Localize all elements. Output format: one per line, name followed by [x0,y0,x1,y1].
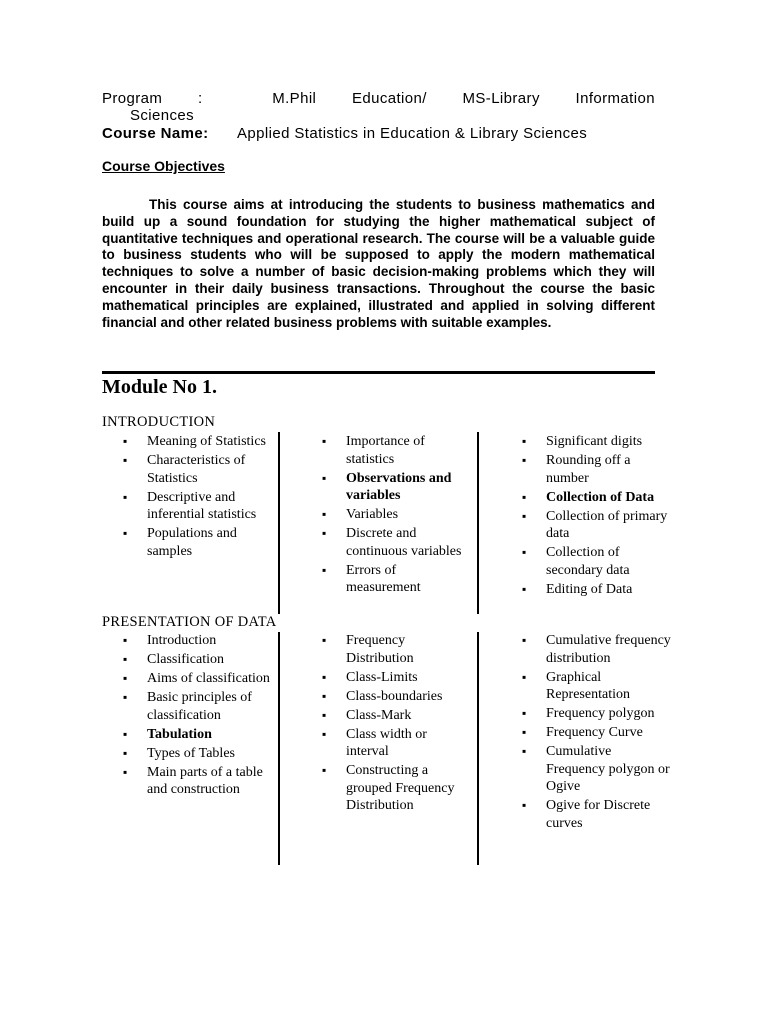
list-item: ▪ Frequency Distribution [322,632,472,667]
list-item: ▪ Frequency Curve [522,724,672,742]
list-item: ▪ Collection of primary data [522,508,672,543]
list-item: ▪ Classification [123,651,273,669]
course-name-label: Course Name: [102,125,209,142]
list-item: ▪ Descriptive and inferential statistics [123,489,273,524]
list-item: ▪ Class-boundaries [322,688,472,706]
program-word: Information [575,90,655,107]
list-item: ▪ Cumulative Frequency polygon or Ogive [522,743,672,796]
program-colon: : [197,90,203,107]
program-word: M.Phil [272,90,317,107]
list-item: ▪ Tabulation [123,726,273,744]
column-divider [477,632,479,865]
list-item: ▪ Characteristics of Statistics [123,452,273,487]
list-item: ▪ Main parts of a table and construction [123,764,273,799]
column-divider [278,432,280,614]
section-heading-presentation: PRESENTATION OF DATA [102,614,277,630]
list-item: ▪ Aims of classification [123,670,273,688]
list-item: ▪ Observations and variables [322,470,472,505]
program-line [102,90,655,107]
objectives-heading: Course Objectives [102,158,225,174]
program-word: MS-Library [462,90,540,107]
list-item: ▪ Significant digits [522,433,672,451]
list-item: ▪ Cumulative frequency distribution [522,632,672,667]
intro-column-1 [123,433,273,562]
program-word: Education/ [351,90,427,107]
list-item: ▪ Collection of secondary data [522,544,672,579]
list-item: ▪ Ogive for Discrete curves [522,797,672,832]
program-label: Program [102,90,163,107]
list-item: ▪ Errors of measurement [322,562,472,597]
list-item: ▪ Meaning of Statistics [123,433,273,451]
list-item: ▪ Class-Mark [322,707,472,725]
list-item: ▪ Types of Tables [123,745,273,763]
list-item: ▪ Discrete and continuous variables [322,525,472,560]
presentation-column-2 [322,632,472,816]
course-name-value: Applied Statistics in Education & Library Sciences [237,125,588,142]
course-name-line [102,125,587,142]
intro-column-2 [322,433,472,598]
list-item: ▪ Basic principles of classification [123,689,273,724]
presentation-column-3 [522,632,672,834]
list-item: ▪ Class-Limits [322,669,472,687]
section-heading-introduction: INTRODUCTION [102,414,216,430]
module-title: Module No 1. [102,376,217,398]
list-item: ▪ Importance of statistics [322,433,472,468]
intro-column-3 [522,433,672,600]
list-item: ▪ Variables [322,506,472,524]
objectives-paragraph: This course aims at introducing the students to business mathematics and build up a sound foundation for studying the higher mathematical subject of quantitative techniques and operational research. The course will be a valuable guide to business students who will be supposed to apply the modern mathematical techniques to solve a number of basic decision-making problems which they will encounter in their daily business transactions. Throughout the course the basic mathematical principles are explained, illustrated and applied in solving different financial and other related business problems with suitable examples. [102,197,655,330]
list-item: ▪ Class width or interval [322,726,472,761]
list-item: ▪ Graphical Representation [522,669,672,704]
program-continuation: Sciences [130,107,195,124]
list-item: ▪ Populations and samples [123,525,273,560]
list-item: ▪ Editing of Data [522,581,672,599]
horizontal-rule [102,371,655,374]
list-item: ▪ Collection of Data [522,489,672,507]
column-divider [477,432,479,614]
list-item: ▪ Rounding off a number [522,452,672,487]
presentation-column-1 [123,632,273,800]
column-divider [278,632,280,865]
list-item: ▪ Frequency polygon [522,705,672,723]
list-item: ▪ Constructing a grouped Frequency Distribution [322,762,472,815]
list-item: ▪ Introduction [123,632,273,650]
